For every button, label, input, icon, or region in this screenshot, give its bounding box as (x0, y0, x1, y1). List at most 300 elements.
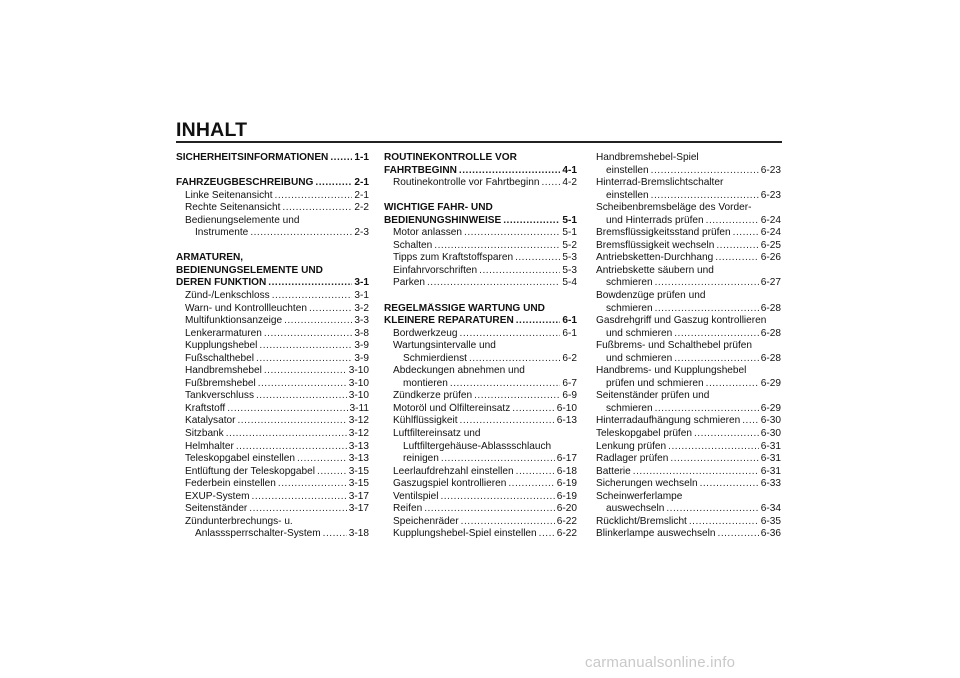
toc-entry[interactable] (393, 240, 577, 253)
toc-entry[interactable] (393, 516, 577, 529)
toc-entry-text: FAHRZEUGBESCHREIBUNG (176, 177, 314, 189)
toc-entry-text: reinigen (403, 453, 439, 465)
toc-leader-dots (516, 315, 561, 328)
toc-page-number: 6-31 (760, 453, 781, 465)
toc-leader-dots (512, 403, 555, 416)
toc-leader-dots (668, 441, 759, 454)
toc-page-number: 6-7 (562, 377, 577, 389)
toc-page-number: 3-10 (348, 377, 369, 389)
toc-entry-text: Tankverschluss (185, 390, 254, 402)
toc-entry-text: Lenkung prüfen (596, 440, 667, 452)
toc-entry-text: Hinterradaufhängung schmieren (596, 415, 741, 427)
toc-page-number: 3-13 (348, 440, 369, 452)
toc-entry[interactable] (185, 503, 369, 516)
toc-entry[interactable] (393, 503, 577, 516)
toc-entry[interactable] (596, 428, 781, 441)
toc-entry[interactable] (393, 428, 577, 466)
toc-entry-text: Bremsflüssigkeitsstand prüfen (596, 227, 731, 239)
toc-entry-text: Rechte Seitenansicht (185, 202, 281, 214)
toc-entry-text: Zünd-/Lenkschloss (185, 290, 270, 302)
toc-page-number: 5-3 (562, 264, 577, 276)
toc-entry[interactable] (185, 491, 369, 504)
toc-leader-dots (236, 441, 347, 454)
toc-entry[interactable] (185, 378, 369, 391)
toc-entry-text: EXUP-System (185, 490, 250, 502)
toc-page-number: 3-10 (348, 390, 369, 402)
toc-entry-text: Teleskopgabel einstellen (185, 453, 295, 465)
toc-page-number: 6-19 (556, 490, 577, 502)
toc-entry[interactable] (596, 415, 781, 428)
toc-page-number: 6-33 (760, 478, 781, 490)
watermark: carmanualsonline.info (585, 654, 736, 671)
toc-entry[interactable] (596, 265, 781, 290)
toc-spacer (384, 190, 577, 203)
toc-entry[interactable] (393, 328, 577, 341)
toc-entry[interactable] (596, 240, 781, 253)
toc-leader-dots (317, 466, 347, 479)
toc-leader-dots (700, 478, 759, 491)
toc-leader-dots (689, 516, 759, 529)
toc-page-number: 3-11 (349, 402, 369, 414)
toc-leader-dots (278, 478, 347, 491)
page-title: INHALT (176, 119, 248, 141)
toc-entry-text: und schmieren (606, 352, 673, 364)
toc-entry-text: Abdeckungen abnehmen und (393, 365, 525, 377)
toc-entry-text: Einfahrvorschriften (393, 264, 478, 276)
toc-leader-dots (264, 328, 353, 341)
toc-entry-text: Blinkerlampe auswechseln (596, 528, 716, 540)
toc-entry[interactable] (185, 403, 369, 416)
toc-leader-dots (469, 353, 560, 366)
toc-leader-dots (249, 503, 347, 516)
toc-page-number: 6-24 (760, 227, 781, 239)
toc-entry[interactable] (393, 403, 577, 416)
toc-page-number: 6-1 (562, 315, 577, 327)
toc-entry[interactable] (393, 365, 577, 390)
toc-page-number: 3-10 (348, 365, 369, 377)
toc-entry-text: Seitenständer prüfen und (596, 390, 710, 402)
toc-leader-dots (674, 328, 759, 341)
toc-section-heading[interactable] (176, 177, 369, 190)
toc-entry[interactable] (596, 516, 781, 529)
toc-section-heading[interactable] (384, 152, 577, 177)
toc-entry[interactable] (393, 528, 577, 541)
toc-entry[interactable] (596, 290, 781, 315)
toc-leader-dots (733, 227, 759, 240)
toc-leader-dots (674, 353, 759, 366)
toc-leader-dots (508, 478, 554, 491)
toc-entry[interactable] (596, 315, 781, 340)
toc-page-number: 3-12 (348, 415, 369, 427)
toc-leader-dots (464, 227, 560, 240)
toc-leader-dots (226, 428, 347, 441)
toc-leader-dots (259, 340, 352, 353)
toc-page-number: 6-17 (556, 453, 577, 465)
toc-entry-text: Radlager prüfen (596, 453, 669, 465)
toc-entry-text: KLEINERE REPARATUREN (384, 315, 514, 327)
toc-entry-text: REGELMÄSSIGE WARTUNG UND (384, 302, 545, 314)
toc-entry[interactable] (185, 315, 369, 328)
toc-leader-dots (427, 277, 560, 290)
toc-entry-text: schmieren (606, 402, 653, 414)
toc-entry[interactable] (393, 466, 577, 479)
toc-leader-dots (666, 503, 758, 516)
toc-leader-dots (272, 290, 353, 303)
toc-entry-text: Schalten (393, 239, 433, 251)
toc-entry-text: Federbein einstellen (185, 478, 276, 490)
toc-entry-text: Parken (393, 277, 425, 289)
toc-entry-text: Entlüftung der Teleskopgabel (185, 465, 316, 477)
toc-entry[interactable] (596, 528, 781, 541)
toc-page-number: 2-3 (354, 227, 369, 239)
toc-entry[interactable] (393, 415, 577, 428)
toc-column-3 (596, 152, 781, 541)
toc-entry-text: DEREN FUNKTION (176, 277, 267, 289)
toc-section-heading[interactable] (176, 152, 369, 165)
toc-page-number: 6-22 (556, 528, 577, 540)
toc-leader-dots (424, 503, 555, 516)
toc-entry-text: BEDIENUNGSHINWEISE (384, 214, 502, 226)
toc-page-number: 5-4 (562, 277, 577, 289)
toc-entry-text: Schmierdienst (403, 352, 467, 364)
toc-leader-dots (651, 165, 759, 178)
toc-leader-dots (264, 365, 347, 378)
toc-leader-dots (459, 165, 561, 178)
toc-leader-dots (460, 415, 555, 428)
toc-entry[interactable] (596, 365, 781, 390)
toc-entry[interactable] (185, 516, 369, 541)
toc-page-number: 6-1 (562, 327, 577, 339)
title-rule (176, 141, 782, 143)
toc-leader-dots (694, 428, 759, 441)
toc-page-number: 6-35 (760, 515, 781, 527)
toc-entry[interactable] (185, 428, 369, 441)
toc-entry[interactable] (185, 190, 369, 203)
toc-entry-text: Luftfiltergehäuse-Ablassschlauch (403, 440, 552, 452)
toc-entry-text: ARMATUREN, (176, 252, 244, 264)
toc-entry[interactable] (185, 365, 369, 378)
toc-leader-dots (434, 240, 560, 253)
toc-entry-text: Linke Seitenansicht (185, 189, 273, 201)
toc-column-2 (384, 152, 577, 541)
toc-entry-text: Wartungsintervalle und (393, 340, 496, 352)
toc-section-heading[interactable] (384, 202, 577, 227)
toc-page-number: 6-31 (760, 465, 781, 477)
toc-entry-text: Bordwerkzeug (393, 327, 458, 339)
toc-section-heading[interactable] (176, 252, 369, 290)
toc-entry-text: Instrumente (195, 227, 249, 239)
toc-leader-dots (716, 240, 758, 253)
toc-page-number: 3-12 (348, 428, 369, 440)
toc-entry[interactable] (185, 340, 369, 353)
toc-entry[interactable] (393, 277, 577, 290)
toc-spacer (384, 290, 577, 303)
toc-page-number: 6-10 (556, 402, 577, 414)
toc-page-number: 4-1 (562, 164, 577, 176)
toc-entry[interactable] (596, 202, 781, 227)
toc-page-number: 6-31 (760, 440, 781, 452)
toc-entry-text: Routinekontrolle vor Fahrtbeginn (393, 177, 540, 189)
toc-page-number: 6-27 (760, 277, 781, 289)
toc-page-number: 6-28 (760, 327, 781, 339)
toc-section-heading[interactable] (384, 303, 577, 328)
toc-page-number: 3-3 (354, 315, 369, 327)
toc-entry-text: Bowdenzüge prüfen und (596, 290, 706, 302)
toc-entry-text: prüfen und schmieren (606, 377, 704, 389)
toc-page-number: 6-9 (562, 390, 577, 402)
toc-page-number: 1-1 (354, 152, 369, 163)
toc-page-number: 3-1 (354, 290, 369, 302)
toc-entry[interactable] (185, 390, 369, 403)
toc-entry-text: Multifunktionsanzeige (185, 315, 283, 327)
toc-entry-text: Zündunterbrechungs- u. (185, 515, 293, 527)
toc-entry-text: Handbremshebel-Spiel (596, 152, 699, 163)
toc-entry[interactable] (393, 252, 577, 265)
toc-entry[interactable] (185, 202, 369, 215)
toc-leader-dots (323, 528, 347, 541)
toc-leader-dots (516, 466, 555, 479)
toc-entry-text: Speichenräder (393, 515, 459, 527)
toc-entry-text: Reifen (393, 503, 423, 515)
toc-entry[interactable] (185, 290, 369, 303)
toc-leader-dots (284, 315, 352, 328)
toc-leader-dots (541, 177, 560, 190)
toc-entry[interactable] (596, 441, 781, 454)
toc-spacer (176, 165, 369, 178)
toc-entry-text: Antriebsketten-Durchhang (596, 252, 714, 264)
toc-entry-text: Luftfiltereinsatz und (393, 428, 481, 440)
toc-entry[interactable] (185, 353, 369, 366)
toc-leader-dots (227, 403, 347, 416)
toc-entry-text: Lenkerarmaturen (185, 327, 262, 339)
toc-entry[interactable] (596, 453, 781, 466)
toc-page-number: 2-2 (354, 202, 369, 214)
toc-leader-dots (256, 353, 352, 366)
toc-leader-dots (461, 516, 555, 529)
toc-entry-text: Helmhalter (185, 440, 234, 452)
toc-entry[interactable] (596, 177, 781, 202)
toc-leader-dots (440, 491, 554, 504)
toc-entry-text: Motor anlassen (393, 227, 463, 239)
toc-entry-text: Batterie (596, 465, 631, 477)
toc-entry-text: Fußbremshebel (185, 377, 256, 389)
toc-page-number: 6-30 (760, 428, 781, 440)
toc-entry[interactable] (393, 390, 577, 403)
toc-page-number: 6-28 (760, 352, 781, 364)
toc-page-number: 6-2 (562, 352, 577, 364)
toc-leader-dots (256, 390, 347, 403)
toc-entry[interactable] (393, 478, 577, 491)
toc-entry-text: Tipps zum Kraftstoffsparen (393, 252, 514, 264)
toc-entry-text: Fußschalthebel (185, 352, 255, 364)
toc-entry[interactable] (393, 340, 577, 365)
toc-page-number: 3-8 (354, 327, 369, 339)
toc-entry[interactable] (185, 328, 369, 341)
toc-page-number: 3-17 (348, 490, 369, 502)
toc-entry-text: Fußbrems- und Schalthebel prüfen (596, 340, 752, 352)
toc-leader-dots (460, 328, 561, 341)
toc-entry-text: Anlasssperrschalter-System (195, 528, 321, 540)
toc-entry[interactable] (596, 227, 781, 240)
toc-entry-text: Teleskopgabel prüfen (596, 428, 692, 440)
toc-spacer (176, 240, 369, 253)
toc-entry[interactable] (596, 491, 781, 516)
toc-entry[interactable] (185, 478, 369, 491)
toc-page-number: 5-1 (562, 227, 577, 239)
toc-page-number: 2-1 (354, 189, 369, 201)
toc-leader-dots (633, 466, 759, 479)
toc-page-number: 6-22 (556, 515, 577, 527)
toc-page-number: 6-23 (760, 189, 781, 201)
toc-page-number: 5-3 (562, 252, 577, 264)
toc-page-number: 6-13 (556, 415, 577, 427)
toc-entry[interactable] (185, 415, 369, 428)
toc-entry[interactable] (185, 453, 369, 466)
toc-entry-text: schmieren (606, 277, 653, 289)
toc-entry[interactable] (185, 466, 369, 479)
toc-entry-text: Antriebskette säubern und (596, 264, 714, 276)
toc-leader-dots (282, 202, 352, 215)
toc-entry-text: Leerlaufdrehzahl einstellen (393, 465, 514, 477)
toc-entry-text: einstellen (606, 189, 649, 201)
toc-page-number: 3-2 (354, 302, 369, 314)
toc-leader-dots (268, 277, 352, 290)
toc-entry[interactable] (596, 340, 781, 365)
toc-entry-text: einstellen (606, 164, 649, 176)
toc-entry-text: Kühlflüssigkeit (393, 415, 458, 427)
toc-entry[interactable] (596, 252, 781, 265)
toc-page-number: 5-1 (562, 214, 577, 226)
toc-leader-dots (441, 453, 555, 466)
toc-leader-dots (655, 277, 759, 290)
toc-entry-text: Scheibenbremsbeläge des Vorder- (596, 202, 752, 214)
toc-entry-text: Ventilspiel (393, 490, 439, 502)
toc-entry-text: Warn- und Kontrollleuchten (185, 302, 307, 314)
toc-page-number: 6-26 (760, 252, 781, 264)
toc-column-1 (176, 152, 369, 541)
toc-leader-dots (655, 303, 759, 316)
toc-leader-dots (479, 265, 560, 278)
toc-entry-text: Kupplungshebel-Spiel einstellen (393, 528, 537, 540)
toc-entry-text: Hinterrad-Bremslichtschalter (596, 177, 724, 189)
toc-entry-text: Bremsflüssigkeit wechseln (596, 239, 715, 251)
toc-leader-dots (718, 528, 759, 541)
toc-leader-dots (539, 528, 555, 541)
toc-page-number: 3-9 (354, 352, 369, 364)
toc-entry[interactable] (596, 152, 781, 177)
toc-entry-text: FAHRTBEGINN (384, 164, 457, 176)
toc-page-number: 3-15 (348, 465, 369, 477)
toc-entry[interactable] (185, 215, 369, 240)
toc-entry-text: WICHTIGE FAHR- UND (384, 202, 493, 214)
toc-entry[interactable] (393, 227, 577, 240)
toc-leader-dots (250, 227, 352, 240)
toc-entry-text: Kraftstoff (185, 402, 226, 414)
toc-leader-dots (315, 177, 352, 190)
toc-page-number: 6-25 (760, 239, 781, 251)
toc-entry-text: Sitzbank (185, 428, 224, 440)
toc-page-number: 6-24 (760, 214, 781, 226)
toc-page-number: 3-1 (354, 277, 369, 289)
toc-entry-text: Handbremshebel (185, 365, 262, 377)
toc-entry-text: Handbrems- und Kupplungshebel (596, 365, 747, 377)
toc-page-number: 6-18 (556, 465, 577, 477)
toc-entry-text: SICHERHEITSINFORMATIONEN (176, 152, 329, 163)
toc-leader-dots (297, 453, 347, 466)
toc-leader-dots (515, 252, 560, 265)
toc-page-number: 6-34 (760, 503, 781, 515)
toc-leader-dots (655, 403, 759, 416)
toc-leader-dots (706, 378, 759, 391)
toc-page-number: 6-19 (556, 478, 577, 490)
toc-entry[interactable] (596, 466, 781, 479)
toc-leader-dots (651, 190, 759, 203)
toc-leader-dots (474, 390, 560, 403)
toc-page-number: 6-28 (760, 302, 781, 314)
toc-page-number: 3-15 (348, 478, 369, 490)
toc-entry-text: BEDIENUNGSELEMENTE UND (176, 264, 323, 276)
toc-entry[interactable] (393, 177, 577, 190)
toc-entry-text: ROUTINEKONTROLLE VOR (384, 152, 517, 163)
toc-entry[interactable] (393, 491, 577, 504)
toc-page-number: 4-2 (562, 177, 577, 189)
toc-entry-text: Kupplungshebel (185, 340, 258, 352)
toc-entry-text: und schmieren (606, 327, 673, 339)
toc-leader-dots (450, 378, 561, 391)
toc-entry-text: montieren (403, 377, 448, 389)
toc-leader-dots (670, 453, 758, 466)
toc-entry-text: Motoröl und Ölfiltereinsatz (393, 402, 511, 414)
toc-page-number: 3-13 (348, 453, 369, 465)
toc-leader-dots (503, 215, 560, 228)
toc-entry-text: auswechseln (606, 503, 665, 515)
toc-entry-text: Rücklicht/Bremslicht (596, 515, 687, 527)
toc-entry[interactable] (596, 478, 781, 491)
toc-leader-dots (715, 252, 759, 265)
toc-entry-text: Katalysator (185, 415, 236, 427)
toc-page-number: 3-17 (348, 503, 369, 515)
toc-entry[interactable] (185, 303, 369, 316)
toc-leader-dots (742, 415, 759, 428)
toc-page-number: 6-30 (760, 415, 781, 427)
toc-leader-dots (252, 491, 347, 504)
toc-page-number: 2-1 (354, 177, 369, 189)
toc-page-number: 6-29 (760, 377, 781, 389)
toc-entry-text: Gaszugspiel kontrollieren (393, 478, 507, 490)
toc-leader-dots (258, 378, 347, 391)
toc-entry-text: Scheinwerferlampe (596, 490, 683, 502)
toc-leader-dots (330, 152, 352, 165)
toc-page-number: 6-29 (760, 402, 781, 414)
toc-page-number: 5-2 (562, 239, 577, 251)
toc-page-number: 6-36 (760, 528, 781, 540)
toc-leader-dots (275, 190, 353, 203)
toc-entry-text: Sicherungen wechseln (596, 478, 698, 490)
toc-entry[interactable] (596, 390, 781, 415)
toc-entry[interactable] (393, 265, 577, 278)
toc-entry-text: Zündkerze prüfen (393, 390, 473, 402)
toc-page-number: 6-23 (760, 164, 781, 176)
toc-page-number: 3-18 (348, 528, 369, 540)
toc-entry-text: Bedienungselemente und (185, 214, 300, 226)
toc-entry[interactable] (185, 441, 369, 454)
toc-leader-dots (309, 303, 352, 316)
toc-leader-dots (706, 215, 759, 228)
toc-entry-text: schmieren (606, 302, 653, 314)
toc-entry-text: Seitenständer (185, 503, 248, 515)
toc-entry-text: Gasdrehgriff und Gaszug kontrollieren (596, 315, 767, 327)
toc-page-number: 6-20 (556, 503, 577, 515)
